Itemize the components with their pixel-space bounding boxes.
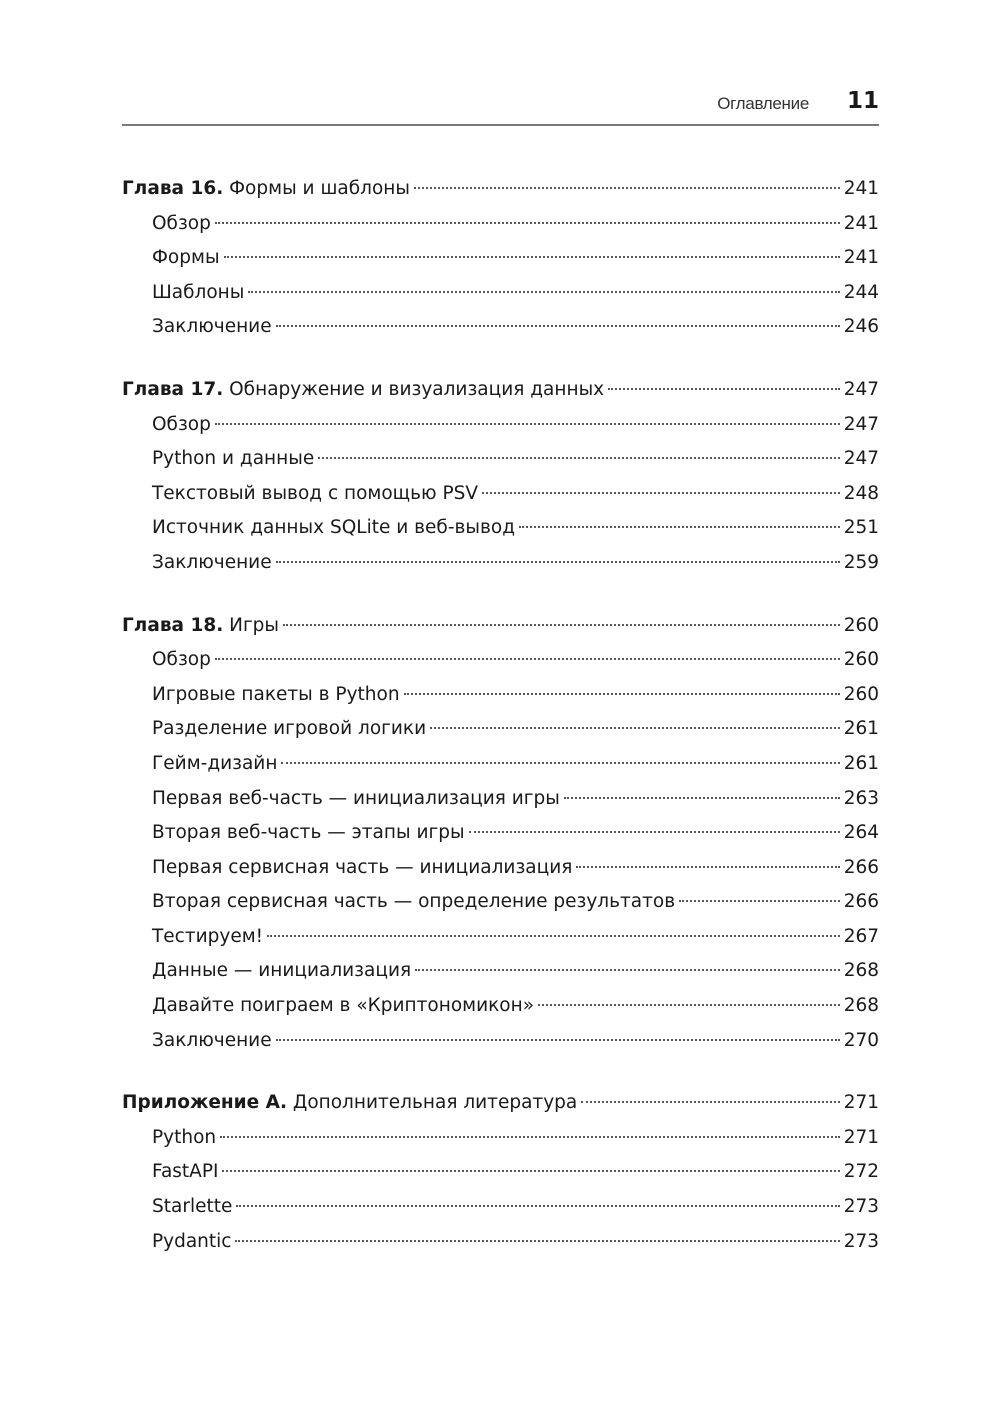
toc-page-number: 261 [843,752,879,774]
dot-leader [482,492,840,494]
toc-page-number: 251 [843,517,879,539]
toc-section-title: Гейм-дизайн [152,752,278,774]
toc-section-title: Первая веб-часть — инициализация игры [152,787,560,809]
toc-section-title: Python [152,1126,217,1148]
toc-section-entry[interactable] [122,782,879,817]
toc-page-number: 264 [843,822,879,844]
toc-page-number: 261 [843,718,879,740]
toc-chapter [122,1086,879,1259]
toc-chapter-number: Глава 17. [122,378,224,400]
page-number: 11 [846,88,879,114]
dot-leader [224,256,840,258]
toc-section-title: Текстовый вывод с помощью PSV [152,482,479,504]
dot-leader [415,969,840,971]
dot-leader [581,1101,839,1103]
toc-section-entry[interactable] [122,477,879,512]
toc-section-title: Заключение [152,551,272,573]
toc-page-number: 271 [843,1092,879,1114]
toc-page-number: 271 [843,1126,879,1148]
toc-page-number: 260 [843,649,879,671]
toc-section-title: Заключение [152,1029,272,1051]
dot-leader [576,866,839,868]
toc-section-entry[interactable] [122,920,879,955]
dot-leader [564,797,840,799]
dot-leader [215,658,840,660]
dot-leader [608,388,840,390]
toc-section-entry[interactable] [122,207,879,242]
toc-chapter [122,373,879,581]
toc-section-title: Вторая сервисная часть — определение результатов [152,891,676,913]
toc-section-title: Вторая веб-часть — этапы игры [152,822,465,844]
toc-section-entry[interactable] [122,1121,879,1156]
toc-section-title: FastAPI [152,1161,219,1183]
toc-page-number: 246 [843,316,879,338]
dot-leader [404,693,840,695]
toc-section-entry[interactable] [122,851,879,886]
toc-chapter-title: Дополнительная литература [292,1092,578,1114]
dot-leader [236,1205,839,1207]
dot-leader [248,291,839,293]
toc-page-number: 244 [843,281,879,303]
toc-section-entry[interactable] [122,241,879,276]
toc-chapter [122,172,879,345]
toc-section-entry[interactable] [122,408,879,443]
dot-leader [430,727,840,729]
dot-leader [281,762,839,764]
dot-leader [215,222,840,224]
toc-page-number: 263 [843,787,879,809]
dot-leader [679,900,840,902]
toc-section-title: Шаблоны [152,281,245,303]
dot-leader [222,1170,839,1172]
toc-section-title: Starlette [152,1196,233,1218]
toc-page-number: 248 [843,482,879,504]
dot-leader [276,1039,840,1041]
toc-section-entry[interactable] [122,546,879,581]
toc-section-title: Давайте поиграем в «Криптономикон» [152,995,535,1017]
toc-section-title: Тестируем! [152,925,264,947]
toc-section-entry[interactable] [122,1225,879,1260]
toc-chapter-number: Глава 18. [122,614,224,636]
toc-page-number: 247 [843,378,879,400]
toc-page-number: 270 [843,1029,879,1051]
dot-leader [235,1240,839,1242]
toc-section-title: Источник данных SQLite и веб-вывод [152,517,516,539]
toc-section-entry[interactable] [122,643,879,678]
toc-page-number: 241 [843,212,879,234]
toc-page-number: 247 [843,448,879,470]
dot-leader [220,1136,840,1138]
dot-leader [469,831,840,833]
toc-section-entry[interactable] [122,747,879,782]
toc-page-number: 267 [843,925,879,947]
toc-chapter-title: Игры [229,614,280,636]
toc-section-entry[interactable] [122,954,879,989]
toc-page-number: 241 [843,247,879,269]
dot-leader [318,457,839,459]
toc-section-title: Обзор [152,212,211,234]
toc-section-entry[interactable] [122,678,879,713]
toc-chapter-entry[interactable] [122,1086,879,1121]
toc-chapter-entry[interactable] [122,172,879,207]
toc-chapter-label [122,1086,577,1121]
toc-page-number: 268 [843,960,879,982]
toc-chapter-title: Формы и шаблоны [229,178,410,199]
toc-section-title: Обзор [152,649,211,671]
dot-leader [283,624,840,626]
toc-section-title: Данные — инициализация [152,960,412,982]
toc-page-number: 241 [843,178,879,199]
toc-page-number: 273 [843,1230,879,1252]
toc-chapter-label [122,373,604,408]
toc-section-title: Обзор [152,413,211,435]
toc-section-entry[interactable] [122,816,879,851]
toc-section-title: Заключение [152,316,272,338]
toc-chapter [122,609,879,1059]
dot-leader [276,561,840,563]
toc-page-number: 266 [843,856,879,878]
toc-section-entry[interactable] [122,885,879,920]
toc-chapter-number: Глава 16. [122,178,224,199]
toc-section-entry[interactable] [122,310,879,345]
toc-page-number: 260 [843,614,879,636]
toc-section-title: Первая сервисная часть — инициализация [152,856,573,878]
toc-section-title: Разделение игровой логики [152,718,427,740]
dot-leader [519,526,840,528]
toc-section-entry[interactable] [122,1190,879,1225]
toc-section-entry[interactable] [122,276,879,311]
toc-page-number: 273 [843,1196,879,1218]
toc-page-number: 260 [843,683,879,705]
dot-leader [267,935,840,937]
toc-chapter-title: Обнаружение и визуализация данных [229,378,605,400]
toc-page-number: 266 [843,891,879,913]
toc-chapter-number: Приложение А. [122,1092,287,1114]
table-of-contents [122,172,879,1287]
toc-chapter-entry[interactable] [122,373,879,408]
toc-section-title: Python и данные [152,448,315,470]
toc-section-entry[interactable] [122,712,879,747]
dot-leader [538,1004,840,1006]
toc-chapter-entry[interactable] [122,609,879,644]
dot-leader [414,187,840,189]
toc-section-entry[interactable] [122,1024,879,1059]
toc-chapter-label [122,172,410,207]
toc-section-title: Pydantic [152,1230,232,1252]
toc-page-number: 247 [843,413,879,435]
toc-section-entry[interactable] [122,511,879,546]
toc-section-entry[interactable] [122,1155,879,1190]
running-header [122,88,879,126]
toc-section-title: Формы [152,247,220,269]
running-header-title: Оглавление [717,94,809,113]
toc-page-number: 272 [843,1161,879,1183]
toc-page-number: 268 [843,995,879,1017]
toc-section-entry[interactable] [122,442,879,477]
dot-leader [215,423,840,425]
toc-page-number: 259 [843,551,879,573]
dot-leader [276,325,840,327]
toc-section-entry[interactable] [122,989,879,1024]
toc-section-title: Игровые пакеты в Python [152,683,400,705]
toc-chapter-label [122,609,279,644]
